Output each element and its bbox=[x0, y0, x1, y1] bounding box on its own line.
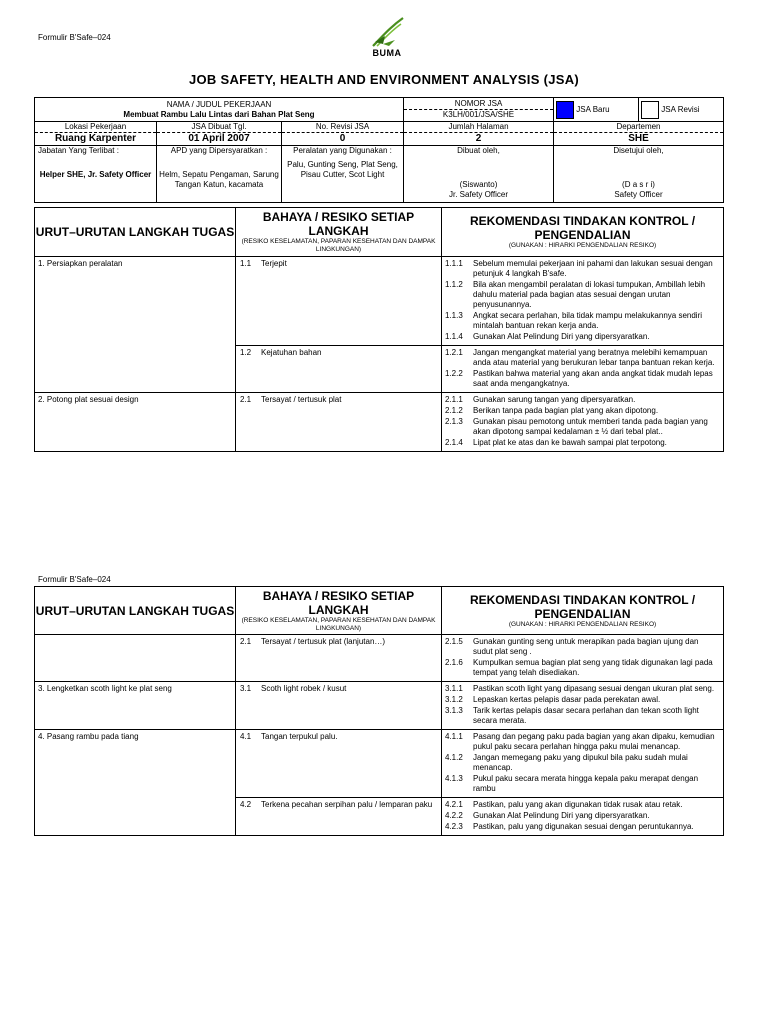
control-item bbox=[445, 348, 720, 368]
column-header-row bbox=[35, 208, 724, 257]
table-row bbox=[35, 257, 724, 346]
table-row bbox=[35, 393, 724, 452]
hazard-cell bbox=[236, 346, 442, 393]
department-label: Departemen bbox=[616, 122, 661, 131]
control-item bbox=[445, 280, 720, 310]
ppe-value: Helm, Sepatu Pengaman, Sarung Tangan Katun, kacamata bbox=[159, 170, 279, 189]
control-number: 4.1.2 bbox=[445, 753, 463, 762]
control-item bbox=[445, 658, 720, 678]
control-number: 4.2.2 bbox=[445, 811, 463, 820]
control-item bbox=[445, 406, 720, 416]
control-item bbox=[445, 311, 720, 331]
control-number: 1.1.4 bbox=[445, 332, 463, 341]
steps-header bbox=[35, 208, 236, 257]
buma-logo-icon bbox=[367, 16, 407, 50]
control-item bbox=[445, 637, 720, 657]
page-count-label: Jumlah Halaman bbox=[448, 122, 509, 131]
control-text: Gunakan Alat Pelindung Diri yang dipersyaratkan. bbox=[473, 811, 650, 820]
jsa-revision-cell bbox=[639, 98, 724, 122]
hazard-text: Kejatuhan bahan bbox=[261, 348, 322, 357]
revision-no-label: No. Revisi JSA bbox=[315, 122, 370, 131]
control-text: Bila akan mengambil peralatan di lokasi tumpukan, Ambillah lebih dahulu material pada bagian atas sesuai dengan urutan penyusunannya. bbox=[473, 280, 706, 309]
control-text: Gunakan gunting seng untuk merapikan pada bagian ujung dan sudut plat seng . bbox=[473, 637, 699, 656]
control-cell bbox=[442, 798, 724, 836]
created-value: 01 April 2007 bbox=[157, 132, 281, 144]
control-text: Gunakan sarung tangan yang dipersyaratkan. bbox=[473, 395, 636, 404]
control-item bbox=[445, 695, 720, 705]
control-number: 3.1.2 bbox=[445, 695, 463, 704]
control-item bbox=[445, 395, 720, 405]
hazard-cell bbox=[236, 730, 442, 798]
tools-label: Peralatan yang Digunakan : bbox=[293, 146, 392, 155]
hazard-number: 4.2 bbox=[240, 800, 252, 809]
control-item bbox=[445, 684, 720, 694]
hazards-header-label-page-2: BAHAYA / RESIKO SETIAP LANGKAH bbox=[262, 588, 415, 617]
control-text: Pukul paku secara merata hingga kepala paku merapat dengan rambu bbox=[473, 774, 699, 793]
made-by-label: Dibuat oleh, bbox=[457, 146, 500, 155]
control-number: 1.2.2 bbox=[445, 369, 463, 378]
hazard-cell bbox=[236, 635, 442, 682]
control-text: Jangan mengangkat material yang beratnya melebihi kemampuan anda atau material yang berukuran lebar tanpa bantuan rekan kerja. bbox=[473, 348, 715, 367]
controls-header-label: REKOMENDASI TINDAKAN KONTROL / PENGENDALIAN bbox=[469, 214, 696, 242]
control-cell bbox=[442, 682, 724, 730]
control-text: Sebelum memulai pekerjaan ini pahami dan lakukan sesuai dengan petunjuk 4 langkah B'safe. bbox=[473, 259, 713, 278]
hazard-text: Scoth light robek / kusut bbox=[261, 684, 347, 693]
jsa-number-value: K3LH/001/JSA/SHE bbox=[404, 109, 553, 120]
hazards-header bbox=[236, 208, 442, 257]
created-label: JSA Dibuat Tgl. bbox=[191, 122, 247, 131]
control-cell bbox=[442, 346, 724, 393]
hazard-cell bbox=[236, 257, 442, 346]
control-text: Angkat secara perlahan, bila tidak mampu melakukannya sendiri mintalah bantuan rekan kerja anda. bbox=[473, 311, 703, 330]
control-number: 1.1.3 bbox=[445, 311, 463, 320]
control-item bbox=[445, 417, 720, 437]
hazard-number: 2.1 bbox=[240, 395, 252, 404]
control-item bbox=[445, 774, 720, 794]
control-text: Gunakan pisau pemotong untuk memberi tanda pada bagian yang akan dipotong sampai kedalaman ± ½ dari tebal plat.. bbox=[473, 417, 708, 436]
control-item bbox=[445, 332, 720, 342]
location-cell bbox=[35, 122, 157, 146]
control-cell bbox=[442, 393, 724, 452]
analysis-table-page-2 bbox=[34, 586, 724, 836]
page-count-value: 2 bbox=[404, 132, 553, 144]
control-text: Tarik kertas pelapis dasar secara perlahan dan tekan scoth light secara merata. bbox=[473, 706, 699, 725]
control-number: 2.1.5 bbox=[445, 637, 463, 646]
control-item bbox=[445, 438, 720, 448]
jsa-new-checkbox[interactable] bbox=[556, 101, 574, 119]
department-value: SHE bbox=[554, 132, 723, 144]
control-number: 4.2.3 bbox=[445, 822, 463, 831]
ppe-cell bbox=[157, 146, 282, 203]
jsa-new-label: JSA Baru bbox=[576, 104, 610, 114]
control-text: Lepaskan kertas pelapis dasar pada perekatan awal. bbox=[473, 695, 661, 704]
jsa-header-table bbox=[34, 97, 724, 203]
controls-header-sub-page-2: (GUNAKAN : HIRARKI PENGENDALIAN RESIKO) bbox=[508, 620, 657, 628]
step-cell bbox=[35, 682, 236, 730]
hazard-text: Terjepit bbox=[261, 259, 287, 268]
step-text: 4. Pasang rambu pada tiang bbox=[38, 732, 139, 741]
control-number: 4.1.3 bbox=[445, 774, 463, 783]
table-row bbox=[35, 635, 724, 682]
approved-cell bbox=[554, 146, 724, 203]
control-item bbox=[445, 811, 720, 821]
controls-header bbox=[442, 208, 724, 257]
controls-header-sub: (GUNAKAN : HIRARKI PENGENDALIAN RESIKO) bbox=[508, 242, 657, 249]
approved-title: Safety Officer bbox=[614, 190, 663, 199]
analysis-table-page-1 bbox=[34, 207, 724, 452]
approved-name: (D a s r i) bbox=[622, 180, 655, 189]
control-cell bbox=[442, 730, 724, 798]
control-item bbox=[445, 732, 720, 752]
control-number: 4.1.1 bbox=[445, 732, 463, 741]
hazard-number: 1.2 bbox=[240, 348, 252, 357]
made-by-cell bbox=[404, 146, 554, 203]
hazard-number: 1.1 bbox=[240, 259, 252, 268]
hazard-number: 4.1 bbox=[240, 732, 252, 741]
jsa-revision-label: JSA Revisi bbox=[661, 104, 700, 114]
step-cell bbox=[35, 635, 236, 682]
location-label: Lokasi Pekerjaan bbox=[64, 122, 127, 131]
control-text: Berikan tanpa pada bagian plat yang akan dipotong. bbox=[473, 406, 659, 415]
roles-value: Helper SHE, Jr. Safety Officer bbox=[39, 170, 152, 179]
control-number: 2.1.6 bbox=[445, 658, 463, 667]
ppe-label: APD yang Dipersyaratkan : bbox=[170, 146, 268, 155]
hazard-text: Tersayat / tertusuk plat bbox=[261, 395, 342, 404]
control-text: Pasang dan pegang paku pada bagian yang akan dipaku, kemudian pukul paku secara perlahan hingga paku mulai menancap. bbox=[473, 732, 715, 751]
hazard-cell bbox=[236, 798, 442, 836]
hazards-header-page-2 bbox=[236, 587, 442, 635]
control-text: Kumpulkan semua bagian plat seng yang tidak digunakan lagi pada tempat yang telah disediakan. bbox=[473, 658, 713, 677]
hazards-header-sub: (RESIKO KESELAMATAN, PAPARAN KESEHATAN DAN DAMPAK LINGKUNGAN) bbox=[241, 238, 436, 253]
hazard-number: 3.1 bbox=[240, 684, 252, 693]
control-number: 2.1.2 bbox=[445, 406, 463, 415]
control-number: 2.1.4 bbox=[445, 438, 463, 447]
column-header-row-page-2 bbox=[35, 587, 724, 635]
made-by-name: (Siswanto) bbox=[459, 180, 498, 189]
job-name-value: Membuat Rambu Lalu Lintas dari Bahan Plat Seng bbox=[123, 109, 315, 119]
tools-cell bbox=[282, 146, 404, 203]
form-number-page-2: Formulir B'Safe–024 bbox=[38, 575, 111, 584]
jsa-number-label: NOMOR JSA bbox=[454, 99, 503, 108]
control-item bbox=[445, 800, 720, 810]
control-item bbox=[445, 259, 720, 279]
controls-header-page-2 bbox=[442, 587, 724, 635]
page-title: JOB SAFETY, HEALTH AND ENVIRONMENT ANALYSIS (JSA) bbox=[188, 72, 580, 87]
step-text: 2. Potong plat sesuai design bbox=[38, 395, 139, 404]
table-row bbox=[35, 682, 724, 730]
controls-header-label-page-2: REKOMENDASI TINDAKAN KONTROL / PENGENDALIAN bbox=[469, 592, 696, 621]
control-cell bbox=[442, 257, 724, 346]
jsa-revision-checkbox[interactable] bbox=[641, 101, 659, 119]
control-item bbox=[445, 822, 720, 832]
control-text: Pastikan, palu yang akan digunakan tidak rusak atau retak. bbox=[473, 800, 683, 809]
approved-label: Disetujui oleh, bbox=[613, 146, 664, 155]
control-text: Pastikan scoth light yang dipasang sesuai dengan ukuran plat seng. bbox=[473, 684, 715, 693]
hazard-cell bbox=[236, 393, 442, 452]
hazard-text: Tangan terpukul palu. bbox=[261, 732, 338, 741]
page-count-cell bbox=[404, 122, 554, 146]
form-number: Formulir B'Safe–024 bbox=[38, 33, 111, 42]
revision-no-value: 0 bbox=[282, 132, 403, 144]
hazards-header-label: BAHAYA / RESIKO SETIAP LANGKAH bbox=[262, 210, 415, 238]
steps-header-label-page-2: URUT–URUTAN LANGKAH TUGAS bbox=[35, 603, 235, 618]
control-number: 2.1.3 bbox=[445, 417, 463, 426]
steps-header-label: URUT–URUTAN LANGKAH TUGAS bbox=[35, 225, 235, 239]
created-cell bbox=[157, 122, 282, 146]
control-number: 3.1.3 bbox=[445, 706, 463, 715]
control-text: Pastikan bahwa material yang akan anda angkat tidak mudah lepas saat anda mengangkatnya. bbox=[473, 369, 713, 388]
company-logo bbox=[362, 16, 412, 58]
step-cell bbox=[35, 393, 236, 452]
control-number: 1.2.1 bbox=[445, 348, 463, 357]
control-number: 4.2.1 bbox=[445, 800, 463, 809]
made-by-title: Jr. Safety Officer bbox=[449, 190, 508, 199]
roles-cell bbox=[35, 146, 157, 203]
jsa-new-cell bbox=[554, 98, 639, 122]
step-cell bbox=[35, 257, 236, 393]
job-name-cell bbox=[35, 98, 404, 122]
control-number: 2.1.1 bbox=[445, 395, 463, 404]
job-name-label: NAMA / JUDUL PEKERJAAN bbox=[166, 99, 272, 109]
control-item bbox=[445, 753, 720, 773]
control-number: 1.1.1 bbox=[445, 259, 463, 268]
control-text: Jangan memegang paku yang dipukul bila paku sudah mulai menancap. bbox=[473, 753, 688, 772]
hazard-text: Terkena pecahan serpihan palu / lemparan paku bbox=[261, 800, 433, 809]
revision-no-cell bbox=[282, 122, 404, 146]
control-number: 3.1.1 bbox=[445, 684, 463, 693]
department-cell bbox=[554, 122, 724, 146]
hazard-text: Tersayat / tertusuk plat (lanjutan…) bbox=[261, 637, 386, 646]
control-text: Lipat plat ke atas dan ke bawah sampai plat terpotong. bbox=[473, 438, 667, 447]
control-text: Pastikan, palu yang digunakan sesuai dengan peruntukannya. bbox=[473, 822, 694, 831]
control-cell bbox=[442, 635, 724, 682]
hazards-header-sub-page-2: (RESIKO KESELAMATAN, PAPARAN KESEHATAN DAN DAMPAK LINGKUNGAN) bbox=[241, 616, 436, 632]
steps-header-page-2 bbox=[35, 587, 236, 635]
table-row bbox=[35, 730, 724, 798]
step-text: 3. Lengketkan scoth light ke plat seng bbox=[38, 684, 172, 693]
hazard-number: 2.1 bbox=[240, 637, 252, 646]
hazard-cell bbox=[236, 682, 442, 730]
control-item bbox=[445, 369, 720, 389]
step-text: 1. Persiapkan peralatan bbox=[38, 259, 123, 268]
control-text: Gunakan Alat Pelindung Diri yang dipersyaratkan. bbox=[473, 332, 650, 341]
tools-value: Palu, Gunting Seng, Plat Seng, Pisau Cutter, Scot Light bbox=[287, 160, 398, 179]
control-item bbox=[445, 706, 720, 726]
roles-label: Jabatan Yang Terlibat : bbox=[38, 146, 119, 155]
logo-text: BUMA bbox=[372, 48, 402, 58]
jsa-number-cell bbox=[404, 98, 554, 122]
step-cell bbox=[35, 730, 236, 836]
control-number: 1.1.2 bbox=[445, 280, 463, 289]
location-value: Ruang Karpenter bbox=[35, 132, 156, 144]
